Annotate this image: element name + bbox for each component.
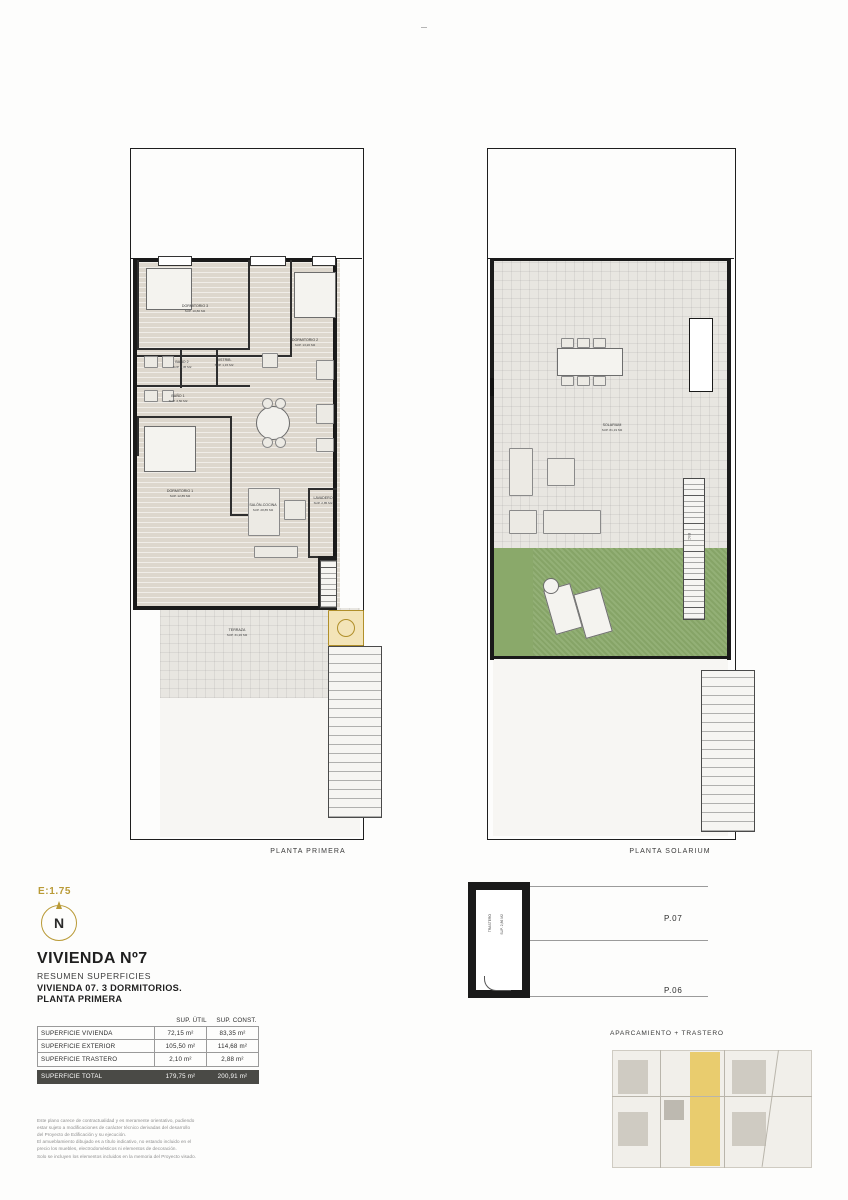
window-top-1 [158,256,192,266]
wall-partition-k [230,416,232,516]
sol-service-box [689,318,713,392]
legal-line-1: Este plano carece de contractualidad y es meramente orientativo, pudiendo [37,1118,195,1123]
garden-grass-left [493,548,533,658]
row-util-vivienda: 72,15 m² [155,1027,207,1040]
kitchen-unit-2 [316,360,334,380]
sol-wall-left [490,258,494,660]
legal-line-6: Solo se incluyen los elementos incluidos en la memoria del Proyecto visado. [37,1153,196,1159]
plan-planta-primera [130,148,362,838]
page-registration-tick [421,27,427,28]
solarium-chair-1 [561,338,574,348]
caption-planta-solarium: PLANTA SOLARIUM [629,848,711,855]
solarium-chair-4 [561,376,574,386]
plan-sol-upper-void [487,148,734,259]
sun-lounger-table [543,578,559,594]
table-row [38,1040,259,1053]
staircase-note: ESC. [687,533,691,541]
dining-chair-2 [275,398,286,409]
wall-partition-h [216,350,218,386]
plan-trastero [468,878,708,1008]
col-header-const: SUP. CONST. [216,1017,257,1024]
bed-dormitorio-2 [294,272,336,318]
north-arrow-icon [41,905,77,941]
solarium-chair-5 [577,376,590,386]
plan-sol-lower-void [493,658,728,836]
wall-bottom [133,606,337,610]
row-util-trastero: 2,10 m² [155,1053,207,1066]
key-plan-axis-v1 [660,1050,661,1168]
wall-partition-j [137,416,232,418]
solarium-sofa-2 [543,510,601,534]
subtitle-vivienda: VIVIENDA 07. 3 DORMITORIOS. [37,983,182,993]
surfaces-table [37,1017,259,1084]
solarium-staircase [683,478,705,620]
subtitle-planta: PLANTA PRIMERA [37,994,123,1004]
legal-line-2: estar sujeto a modificaciones de carácter técnico derivadas del desarrollo [37,1125,191,1131]
row-label-vivienda: SUPERFICIE VIVIENDA [38,1027,155,1040]
key-plan-block-2 [618,1112,648,1146]
key-plan-axis-v2 [724,1050,725,1168]
table-row [38,1053,259,1066]
room-label-terraza: TERRAZA SUP. 31,26 M2 [226,628,248,637]
kitchen-unit-1 [262,353,278,368]
window-top-3 [312,256,336,266]
row-const-trastero: 2,88 m² [207,1053,259,1066]
legal-disclaimer [37,1117,305,1160]
window-top-2 [250,256,286,266]
solarium-coffee-table [547,458,575,486]
room-label-dormitorio-2: DORMITORIO 2 SUP. 13,20 M2 [291,338,319,347]
trastero-door-swing [484,976,511,991]
key-plan [612,1050,812,1168]
room-label-solarium: SOLARIUM SUP. 81,19 M2 [601,423,623,432]
room-label-salon-cocina: SALÓN-COCINA SUP. 28,85 M2 [249,503,277,512]
plan-planta-solarium [487,148,734,838]
north-letter: N [53,915,65,931]
dining-chair-1 [262,398,273,409]
legal-line-4: El amueblamiento dibujado es a título indicativo, no estando incluido en el [37,1139,192,1145]
table-row [38,1027,259,1040]
wall-partition-d [137,348,250,350]
bed-dormitorio-1 [144,426,196,472]
trastero-wall-bottom [476,990,530,998]
room-label-lavadero: LAVADERO SUP. 2,85 M2 [313,496,333,505]
trastero-wall-right [522,882,530,998]
sol-wall-bottom [490,656,731,659]
row-const-exterior: 114,68 m² [207,1040,259,1053]
kitchen-unit-3 [316,404,334,424]
table-row-total [38,1070,259,1083]
room-label-distribuidor: DISTRIB. SUP. 1,15 M2 [214,358,234,367]
surfaces-table-header [37,1017,259,1026]
key-plan-block-3 [732,1060,766,1094]
wall-partition-e [137,385,250,387]
kitchen-unit-4 [316,438,334,452]
trastero-interior [476,890,522,990]
key-plan-block-4 [732,1112,766,1146]
room-label-dormitorio-1: DORMITORIO 1 SUP. 12,85 M2 [166,489,194,498]
row-const-vivienda: 83,35 m² [207,1027,259,1040]
key-plan-core [664,1100,684,1120]
trastero-label [488,914,492,932]
caption-aparcamiento: APARCAMIENTO + TRASTERO [610,1030,724,1037]
caption-planta-primera: PLANTA PRIMERA [270,848,346,855]
parking-space-p07: P.07 [664,914,683,923]
row-const-total: 200,91 m² [207,1070,259,1083]
tv-unit [254,546,298,558]
room-label-bano-1: BAÑO 1 SUP. 3,50 M2 [168,394,188,403]
exterior-staircase [328,646,382,818]
wall-partition-i [137,416,139,456]
key-plan-highlight-unit [690,1052,720,1166]
row-label-total: SUPERFICIE TOTAL [38,1070,155,1083]
page-title: VIVIENDA Nº7 [37,950,148,967]
subtitle-resumen: RESUMEN SUPERFICIES [37,971,152,981]
trastero-sup: SUP. 2,86 M2 [500,914,504,935]
bath2-fixture-1 [144,356,158,368]
solarium-armchair [509,510,537,534]
wall-partition-n [308,488,337,490]
trastero-wall-left [468,882,476,998]
sol-wall-notch [490,378,494,396]
key-plan-axis-h [612,1096,812,1097]
key-plan-block-1 [618,1060,648,1094]
dining-table [256,406,290,440]
row-util-exterior: 105,50 m² [155,1040,207,1053]
wall-partition-b [248,260,250,350]
wall-partition-a [137,260,139,350]
col-header-util: SUP. ÚTIL [176,1017,207,1024]
solarium-chair-3 [593,338,606,348]
room-label-bano-2: BAÑO 2 SUP. 3,45 M2 [172,360,192,369]
title-block [37,950,337,1004]
legal-line-3: del Proyecto de Edificación y su ejecución. [37,1132,127,1138]
row-label-exterior: SUPERFICIE EXTERIOR [38,1040,155,1053]
row-util-total: 179,75 m² [155,1070,207,1083]
parking-space-p06: P.06 [664,986,683,995]
sol-wall-right [727,258,731,660]
solarium-exterior-stair [701,670,755,832]
solarium-sofa-1 [509,448,533,496]
legal-line-5: precio los muebles, electrodomésticos ni elementos de decoración. [37,1146,177,1152]
entrance-marker [328,610,364,646]
staircase-interior [320,560,337,608]
sol-wall-top [490,258,731,261]
solarium-dining-table [557,348,623,376]
trastero-name: TRASTERO [488,914,492,933]
solarium-chair-2 [577,338,590,348]
row-label-trastero: SUPERFICIE TRASTERO [38,1053,155,1066]
scale-label: E:1.75 [38,886,72,897]
solarium-chair-6 [593,376,606,386]
plan-first-upper-void [130,148,362,259]
dining-chair-3 [262,437,273,448]
dining-chair-4 [275,437,286,448]
room-label-dormitorio-3: DORMITORIO 3 SUP. 10,80 M2 [181,304,209,313]
